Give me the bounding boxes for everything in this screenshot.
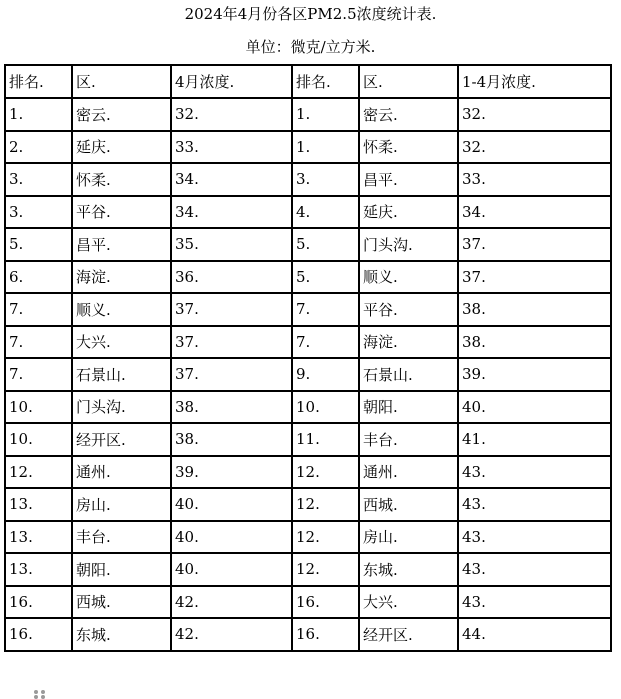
cell-district-4月: 石景山. [72, 358, 171, 391]
cell-concentration-1-4月: 43. [458, 488, 611, 521]
cell-district-1-4月: 朝阳. [359, 391, 458, 424]
table-row [5, 391, 611, 424]
cell-concentration-4月: 40. [171, 521, 292, 554]
table-row [5, 228, 611, 261]
header-concentration-4月: 4月浓度. [171, 65, 292, 98]
cell-rank-4月: 1. [5, 98, 72, 131]
table-row [5, 131, 611, 164]
header-concentration-1-4月: 1-4月浓度. [458, 65, 611, 98]
cell-district-4月: 密云. [72, 98, 171, 131]
cell-district-1-4月: 房山. [359, 521, 458, 554]
cell-rank-4月: 3. [5, 163, 72, 196]
cell-rank-1-4月: 1. [292, 131, 359, 164]
cell-concentration-4月: 34. [171, 163, 292, 196]
table-body [5, 98, 611, 651]
cell-concentration-4月: 36. [171, 261, 292, 294]
header-rank-4月: 排名. [5, 65, 72, 98]
cell-concentration-1-4月: 41. [458, 423, 611, 456]
cell-district-1-4月: 怀柔. [359, 131, 458, 164]
cell-rank-4月: 16. [5, 586, 72, 619]
cell-rank-4月: 7. [5, 326, 72, 359]
cell-concentration-1-4月: 32. [458, 98, 611, 131]
cell-rank-1-4月: 3. [292, 163, 359, 196]
table-row [5, 163, 611, 196]
cell-rank-1-4月: 12. [292, 553, 359, 586]
cell-district-1-4月: 顺义. [359, 261, 458, 294]
table-header-row [5, 65, 611, 98]
table-row [5, 358, 611, 391]
cell-concentration-1-4月: 33. [458, 163, 611, 196]
cell-district-4月: 东城. [72, 618, 171, 651]
cell-concentration-4月: 40. [171, 488, 292, 521]
cell-district-4月: 平谷. [72, 196, 171, 229]
cell-district-1-4月: 西城. [359, 488, 458, 521]
document-title: 2024年4月份各区PM2.5浓度统计表. [184, 5, 437, 23]
cell-district-4月: 怀柔. [72, 163, 171, 196]
cell-district-1-4月: 石景山. [359, 358, 458, 391]
cell-rank-1-4月: 5. [292, 228, 359, 261]
cell-concentration-4月: 40. [171, 553, 292, 586]
cell-concentration-1-4月: 32. [458, 131, 611, 164]
cell-rank-4月: 13. [5, 488, 72, 521]
cell-concentration-1-4月: 38. [458, 293, 611, 326]
cell-district-4月: 昌平. [72, 228, 171, 261]
cell-concentration-1-4月: 43. [458, 521, 611, 554]
cell-district-1-4月: 昌平. [359, 163, 458, 196]
cell-concentration-4月: 39. [171, 456, 292, 489]
table-row [5, 586, 611, 619]
cell-district-1-4月: 大兴. [359, 586, 458, 619]
cell-rank-1-4月: 16. [292, 586, 359, 619]
cell-concentration-4月: 42. [171, 586, 292, 619]
cell-district-1-4月: 经开区. [359, 618, 458, 651]
cell-concentration-4月: 38. [171, 391, 292, 424]
cell-concentration-1-4月: 43. [458, 456, 611, 489]
cell-rank-4月: 5. [5, 228, 72, 261]
cell-rank-1-4月: 7. [292, 326, 359, 359]
cell-district-1-4月: 丰台. [359, 423, 458, 456]
table-row [5, 456, 611, 489]
cell-rank-4月: 3. [5, 196, 72, 229]
cell-district-4月: 海淀. [72, 261, 171, 294]
cell-district-4月: 西城. [72, 586, 171, 619]
table-row [5, 293, 611, 326]
cell-rank-1-4月: 12. [292, 488, 359, 521]
cell-concentration-1-4月: 39. [458, 358, 611, 391]
cell-district-4月: 门头沟. [72, 391, 171, 424]
header-district-4月: 区. [72, 65, 171, 98]
cell-concentration-4月: 38. [171, 423, 292, 456]
cell-district-1-4月: 通州. [359, 456, 458, 489]
cell-rank-1-4月: 7. [292, 293, 359, 326]
cell-rank-1-4月: 9. [292, 358, 359, 391]
cell-rank-4月: 10. [5, 423, 72, 456]
cell-concentration-1-4月: 37. [458, 261, 611, 294]
table-row [5, 521, 611, 554]
cell-rank-4月: 7. [5, 358, 72, 391]
cell-district-4月: 经开区. [72, 423, 171, 456]
table-row [5, 326, 611, 359]
cell-concentration-1-4月: 40. [458, 391, 611, 424]
cell-concentration-4月: 33. [171, 131, 292, 164]
cell-concentration-1-4月: 43. [458, 553, 611, 586]
cell-district-4月: 房山. [72, 488, 171, 521]
table-row [5, 261, 611, 294]
cell-district-4月: 顺义. [72, 293, 171, 326]
cell-rank-1-4月: 11. [292, 423, 359, 456]
cell-concentration-4月: 42. [171, 618, 292, 651]
cell-rank-1-4月: 12. [292, 521, 359, 554]
cell-concentration-1-4月: 37. [458, 228, 611, 261]
cell-rank-4月: 7. [5, 293, 72, 326]
table-row [5, 553, 611, 586]
pm25-table [4, 64, 612, 652]
cell-district-1-4月: 延庆. [359, 196, 458, 229]
unit-label: 单位：微克/立方米. [245, 38, 376, 56]
table-row [5, 196, 611, 229]
cell-district-4月: 大兴. [72, 326, 171, 359]
cell-rank-4月: 10. [5, 391, 72, 424]
cell-rank-1-4月: 10. [292, 391, 359, 424]
cell-rank-4月: 16. [5, 618, 72, 651]
cell-district-4月: 朝阳. [72, 553, 171, 586]
header-district-1-4月: 区. [359, 65, 458, 98]
cell-rank-1-4月: 12. [292, 456, 359, 489]
cell-district-1-4月: 海淀. [359, 326, 458, 359]
cell-rank-1-4月: 5. [292, 261, 359, 294]
cell-district-1-4月: 密云. [359, 98, 458, 131]
cell-concentration-4月: 37. [171, 358, 292, 391]
cell-concentration-4月: 35. [171, 228, 292, 261]
cell-concentration-1-4月: 38. [458, 326, 611, 359]
cell-district-4月: 延庆. [72, 131, 171, 164]
scroll-indicator-dots [34, 690, 54, 698]
cell-rank-4月: 6. [5, 261, 72, 294]
cell-district-4月: 通州. [72, 456, 171, 489]
table-row [5, 618, 611, 651]
cell-district-1-4月: 门头沟. [359, 228, 458, 261]
cell-concentration-1-4月: 34. [458, 196, 611, 229]
cell-rank-4月: 12. [5, 456, 72, 489]
cell-rank-4月: 2. [5, 131, 72, 164]
cell-concentration-1-4月: 43. [458, 586, 611, 619]
table-row [5, 488, 611, 521]
cell-district-4月: 丰台. [72, 521, 171, 554]
table-row [5, 423, 611, 456]
cell-concentration-1-4月: 44. [458, 618, 611, 651]
cell-rank-4月: 13. [5, 521, 72, 554]
table-row [5, 98, 611, 131]
cell-rank-1-4月: 16. [292, 618, 359, 651]
cell-concentration-4月: 37. [171, 326, 292, 359]
cell-concentration-4月: 37. [171, 293, 292, 326]
cell-concentration-4月: 32. [171, 98, 292, 131]
cell-district-1-4月: 东城. [359, 553, 458, 586]
cell-district-1-4月: 平谷. [359, 293, 458, 326]
cell-rank-1-4月: 1. [292, 98, 359, 131]
header-rank-1-4月: 排名. [292, 65, 359, 98]
cell-rank-1-4月: 4. [292, 196, 359, 229]
cell-rank-4月: 13. [5, 553, 72, 586]
cell-concentration-4月: 34. [171, 196, 292, 229]
